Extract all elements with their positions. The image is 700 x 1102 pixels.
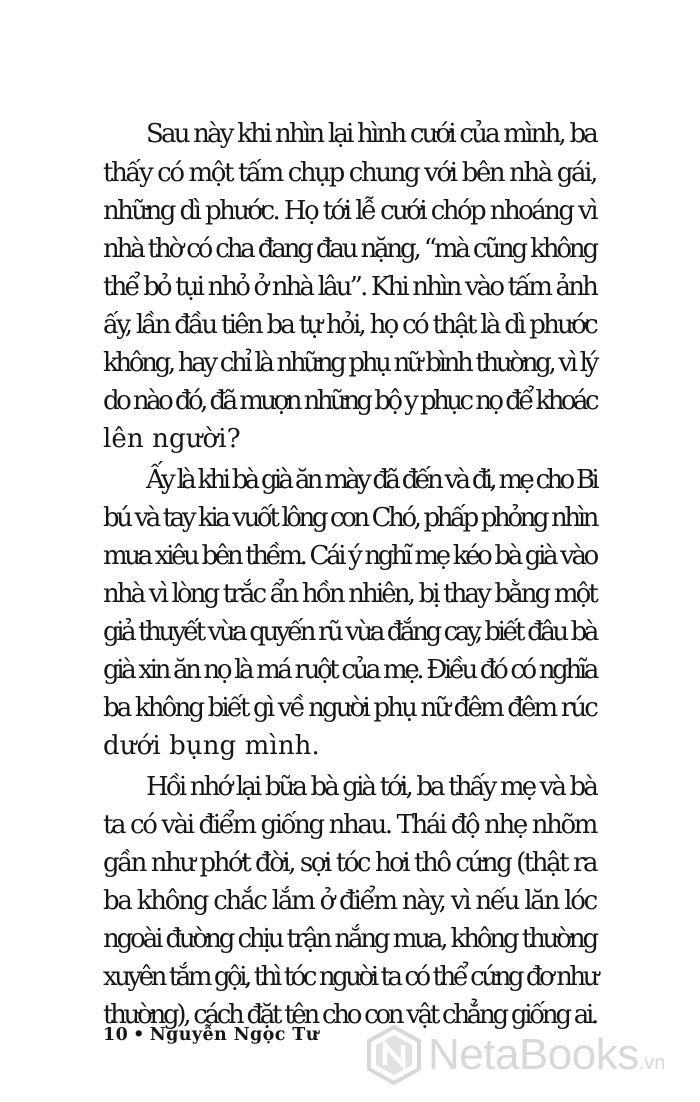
text-line: ngoài đường chịu trận nắng mưa, không thường xyxy=(103,924,596,954)
text-line: già xin ăn nọ là má ruột của mẹ. Điều đó có nghĩa xyxy=(103,655,596,685)
text-line: nhà vì lòng trắc ẩn hồn nhiên, bị thay bằng một xyxy=(103,579,596,609)
text-line: lên người? xyxy=(103,424,241,454)
text-line: bú và tay kia vuốt lông con Chó, phấp phỏng nhìn xyxy=(103,503,596,533)
text-line: ta có vài điểm giống nhau. Thái độ nhẹ nhõm xyxy=(103,810,596,840)
page-footer xyxy=(103,1024,319,1046)
text-line: nhà thờ có cha đang đau nặng, “mà cũng không xyxy=(103,234,596,264)
netabooks-watermark xyxy=(364,1025,694,1085)
watermark-text xyxy=(428,1031,665,1087)
text-line: ba không chắc lắm ở điểm này, vì nếu lăn lóc xyxy=(103,886,596,916)
text-line: thể bỏ tụi nhỏ ở nhà lâu”. Khi nhìn vào tấm ảnh xyxy=(103,272,596,302)
text-line: mưa xiêu bên thềm. Cái ý nghĩ mẹ kéo bà già vào xyxy=(103,541,596,571)
text-line: không, hay chỉ là những phụ nữ bình thường, vì lý xyxy=(103,348,596,378)
text-line: ba không biết gì về người phụ nữ đêm đêm rúc xyxy=(103,693,596,723)
text-line: thường), cách đặt tên cho con vật chẳng giống ai. xyxy=(103,1000,596,1030)
text-line: dưới bụng mình. xyxy=(103,731,320,761)
text-line: ấy, lần đầu tiên ba tự hỏi, họ có thật là dì phước xyxy=(103,310,596,340)
watermark-suffix: .vn xyxy=(638,1052,666,1074)
text-line: giả thuyết vừa quyến rũ vừa đắng cay, biết đâu bà xyxy=(103,617,596,647)
text-line: xuyên tắm gội, thì tóc người ta có thể cứng đơ như xyxy=(103,962,596,992)
text-line: gần như phớt đời, sợi tóc hơi thô cứng (thật ra xyxy=(103,848,596,878)
text-line: Hồi nhớ lại bữa bà già tới, ba thấy mẹ và bà xyxy=(146,772,596,802)
netabooks-logo-icon xyxy=(364,1025,424,1085)
watermark-brand: NetaBooks xyxy=(428,1030,639,1079)
separator-dot: • xyxy=(133,1025,145,1045)
text-line: do nào đó, đã mượn những bộ y phục nọ để khoác xyxy=(103,386,596,416)
author-name: Nguyễn Ngọc Tư xyxy=(149,1025,319,1045)
text-line: những dì phước. Họ tới lễ cưới chóp nhoáng vì xyxy=(103,196,596,226)
page-number: 10 xyxy=(103,1025,129,1045)
text-line: thấy có một tấm chụp chung với bên nhà gái, xyxy=(103,158,596,188)
text-line: Ấy là khi bà già ăn mày đã đến và đi, mẹ cho Bi xyxy=(146,465,596,495)
text-line: Sau này khi nhìn lại hình cưới của mình, ba xyxy=(146,119,596,149)
